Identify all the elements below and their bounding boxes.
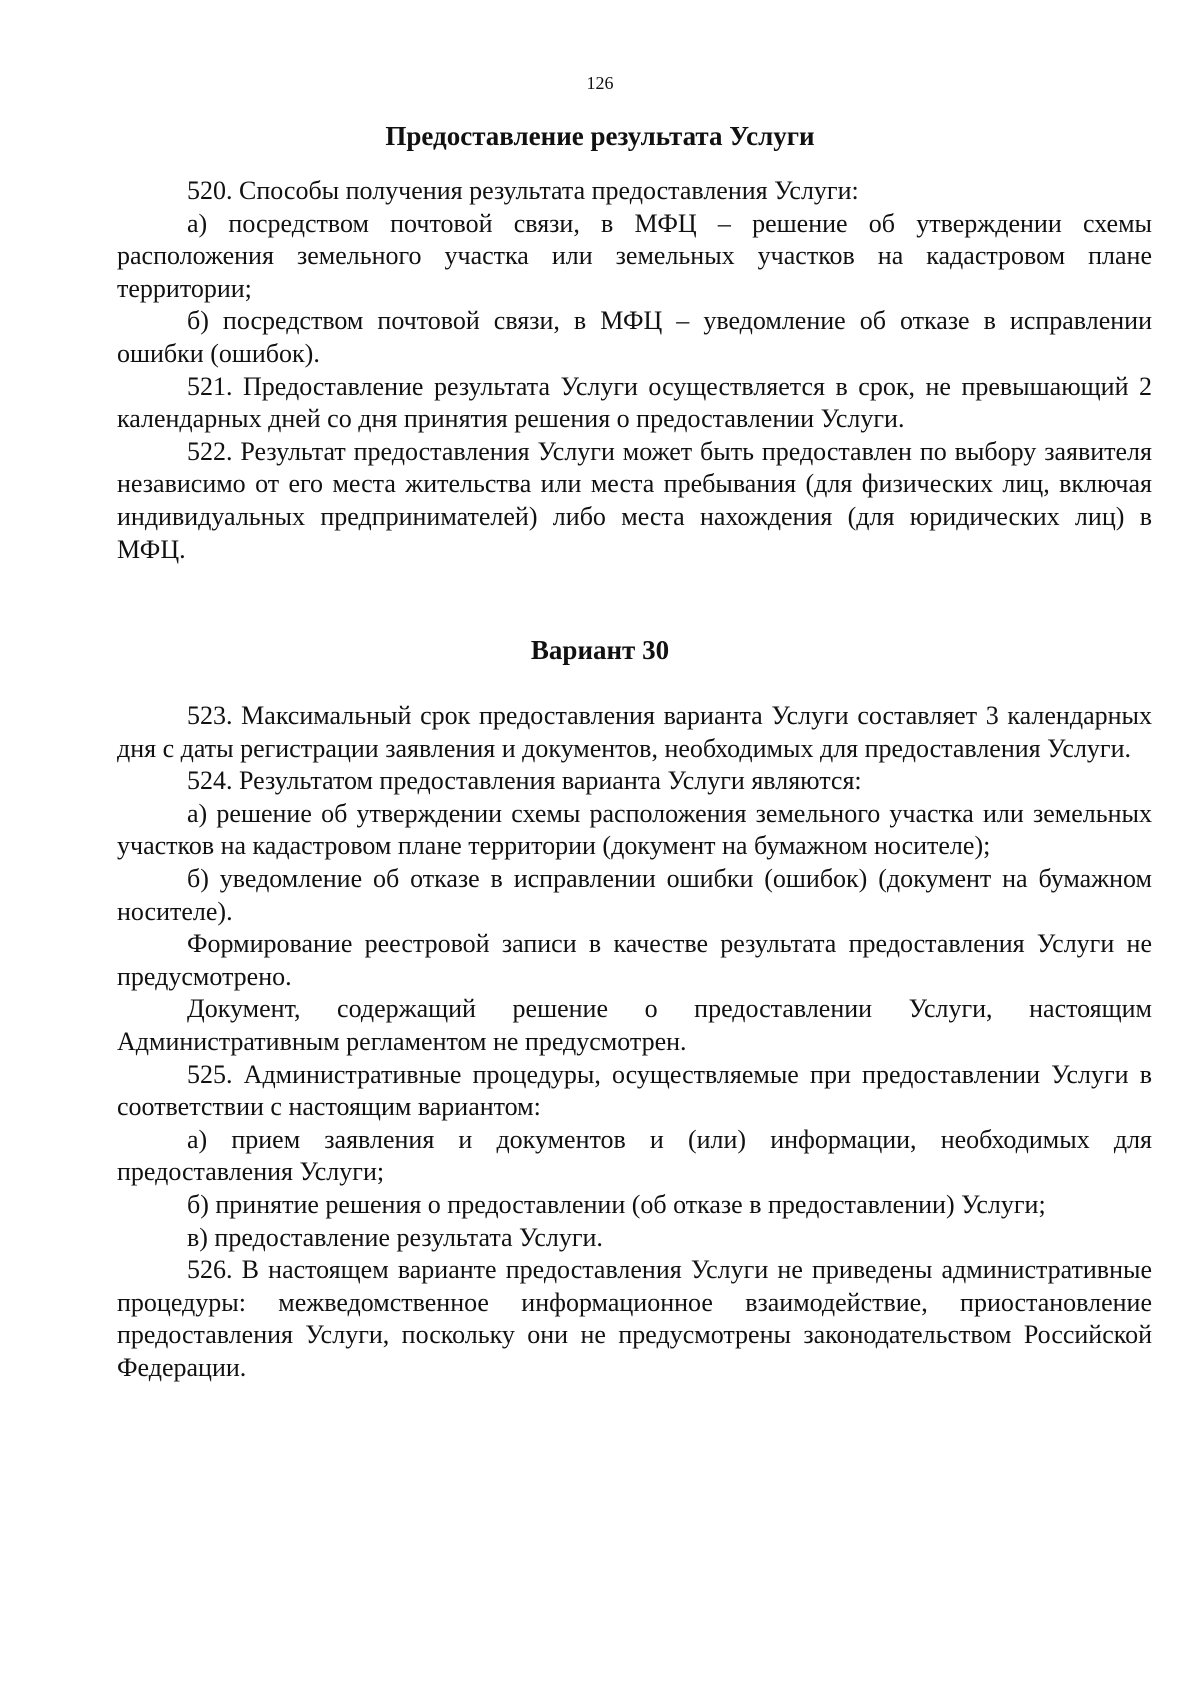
section-result-delivery-body	[117, 175, 1152, 566]
paragraph-525-a: а) прием заявления и документов и (или) информации, необходимых для предоставления Услуги;	[117, 1124, 1152, 1187]
paragraph-524-b: б) уведомление об отказе в исправлении ошибки (ошибок) (документ на бумажном носителе).	[117, 863, 1152, 926]
paragraph-521: 521. Предоставление результата Услуги осуществляется в срок, не превышающий 2 календарных дней со дня принятия решения о предоставлении Услуги.	[117, 371, 1152, 434]
paragraph-526: 526. В настоящем варианте предоставления Услуги не приведены административные процедуры: межведомственное информационное взаимодействие, приостановление предоставления Услуги, поскольку они не предусмотрены законодательством Российской Федерации.	[117, 1255, 1152, 1382]
paragraph-524-a: а) решение об утверждении схемы расположения земельного участка или земельных участков на кадастровом плане территории (документ на бумажном носителе);	[117, 798, 1152, 861]
section-heading-variant-30: Вариант 30	[530, 635, 670, 665]
paragraph-525: 525. Административные процедуры, осуществляемые при предоставлении Услуги в соответствии с настоящим вариантом:	[117, 1059, 1152, 1122]
section-variant-30-body	[117, 700, 1152, 1384]
paragraph-525-b: б) принятие решения о предоставлении (об отказе в предоставлении) Услуги;	[187, 1189, 1046, 1219]
paragraph-522: 522. Результат предоставления Услуги может быть предоставлен по выбору заявителя независимо от его места жительства или места пребывания (для физических лиц, включая индивидуальных предпринимателей) либо места нахождения (для юридических лиц) в МФЦ.	[117, 436, 1152, 564]
paragraph-registry-record: Формирование реестровой записи в качестве результата предоставления Услуги не предусмотрено.	[117, 929, 1152, 991]
paragraph-decision-document: Документ, содержащий решение о предоставлении Услуги, настоящим Административным регламентом не предусмотрен.	[117, 994, 1152, 1056]
paragraph-520-b: б) посредством почтовой связи, в МФЦ – уведомление об отказе в исправлении ошибки (ошибок).	[117, 306, 1152, 368]
paragraph-520-a: а) посредством почтовой связи, в МФЦ – решение об утверждении схемы расположения земельного участка или земельных участков на кадастровом плане территории;	[117, 208, 1152, 303]
paragraph-524: 524. Результатом предоставления варианта Услуги являются:	[187, 766, 862, 796]
paragraph-525-v: в) предоставление результата Услуги.	[187, 1222, 603, 1252]
page-number: 126	[586, 73, 614, 93]
paragraph-523: 523. Максимальный срок предоставления варианта Услуги составляет 3 календарных дня с даты регистрации заявления и документов, необходимых для предоставления Услуги.	[117, 701, 1152, 763]
paragraph-520: 520. Способы получения результата предоставления Услуги:	[187, 176, 859, 205]
section-heading-result-delivery: Предоставление результата Услуги	[385, 121, 815, 151]
